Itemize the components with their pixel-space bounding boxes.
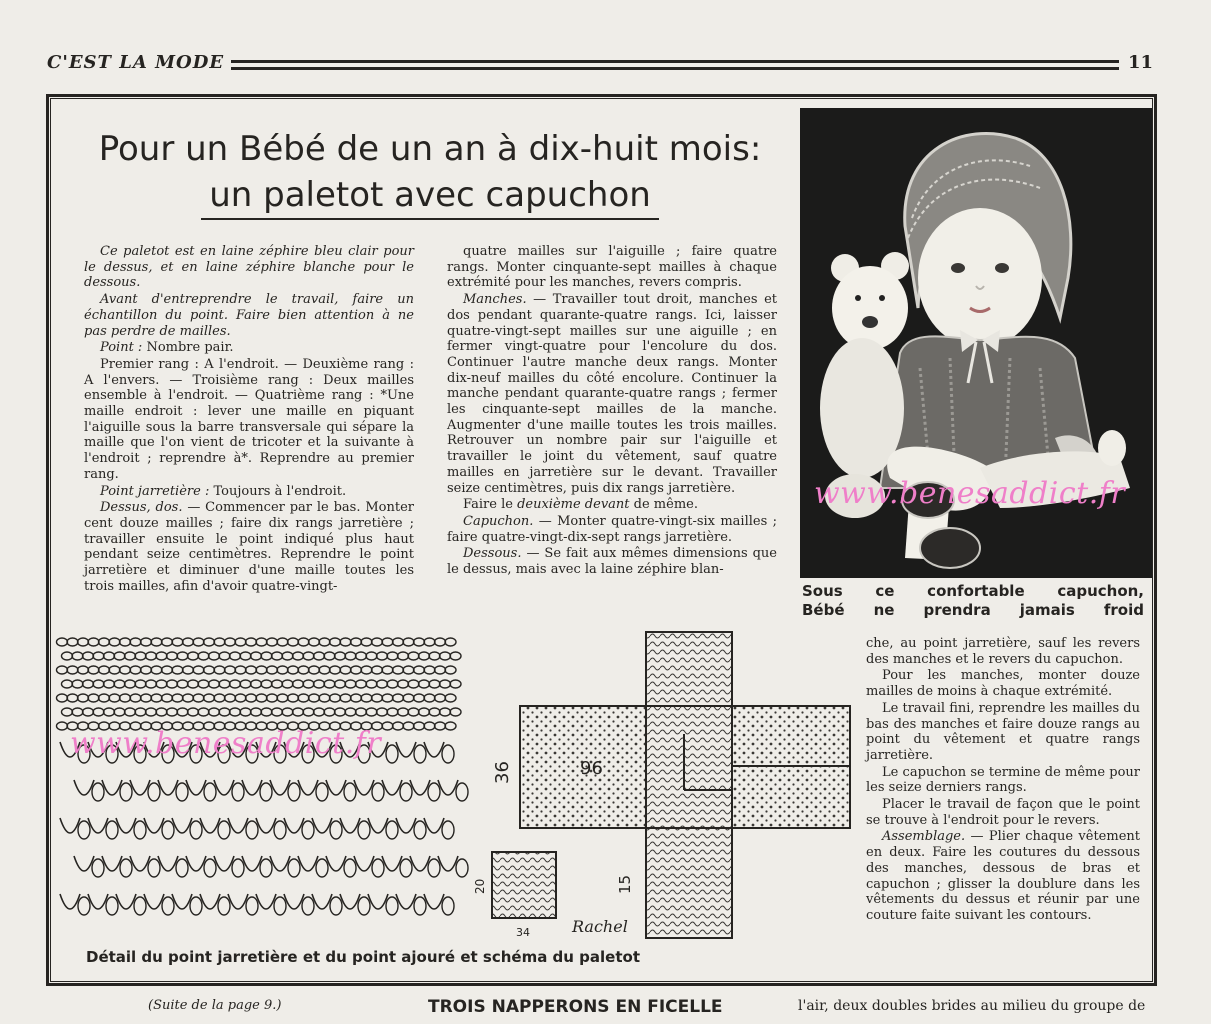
page-number: 11	[1127, 52, 1153, 73]
watermark-stitch: www.benesaddict.fr	[70, 726, 382, 761]
next-article-text: l'air, deux doubles brides au milieu du groupe de	[798, 998, 1146, 1014]
text-column-1	[84, 244, 414, 595]
sleeves-lining-paragraph: Pour les manches, monter douze mailles de moins à chaque extrémité.	[866, 668, 1140, 700]
second-front-paragraph: Faire le deuxième devant de même.	[463, 497, 698, 513]
text-column-2	[447, 244, 777, 579]
title-line2: un paletot avec capuchon	[201, 172, 659, 220]
paletot-schema	[473, 624, 860, 944]
schema-small-h-label: 20	[473, 878, 487, 894]
caption-line2: Bébé ne prendra jamais froid	[802, 601, 1144, 619]
schema-small-w-label: 34	[516, 926, 530, 939]
assembly-paragraph: Assemblage. — Plier chaque vêtement en deux. Faire les coutures du dessous des manches, dessous de bras et capuchon ; glisser la doublure dans les vêtements du dessus et réunir par une couture faite suivant les contours.	[866, 829, 1140, 923]
header-rule	[231, 60, 1119, 70]
intro-paragraph: Ce paletot est en laine zéphire bleu clair pour le dessus, et en laine zéphire blanche pour le dessous.	[84, 244, 414, 291]
schema-height-label: 36	[492, 761, 513, 784]
continued-from-note: (Suite de la page 9.)	[148, 998, 282, 1013]
text-column-3	[866, 636, 1140, 925]
stitch-detail-illustration	[58, 634, 450, 938]
schema-bottom-label: 15	[616, 874, 634, 894]
point-paragraph: Point : Nombre pair.	[100, 340, 234, 356]
caption-line1: Sous ce confortable capuchon,	[802, 582, 1144, 600]
title-line1: Pour un Bébé de un an à dix-huit mois:	[98, 129, 762, 169]
rows-paragraph: Premier rang : A l'endroit. — Deuxième rang : A l'envers. — Troisième rang : Deux mailles ensemble à l'endroit. — Quatrième rang : *Une maille endroit : lever une maille en piquant l'aiguille sous la barre transversale qui sépare la maille que l'on vient de tricoter et la suivante à l'endroit ; reprendre à*. Reprendre au premier rang.	[84, 356, 414, 482]
artist-signature: Rachel	[572, 917, 628, 936]
hood-paragraph: Capuchon. — Monter quatre-vingt-six mailles ; faire quatre-vingt-dix-sept rangs jarretière.	[447, 513, 777, 545]
placement-paragraph: Placer le travail de façon que le point se trouve à l'endroit pour le revers.	[866, 797, 1140, 828]
hood-finish-paragraph: Le capuchon se termine de même pour les seize derniers rangs.	[866, 764, 1140, 796]
advice-paragraph: Avant d'entreprendre le travail, faire un échantillon du point. Faire bien attention à ne pas perdre de mailles.	[84, 292, 414, 339]
continued-paragraph: quatre mailles sur l'aiguille ; faire quatre rangs. Monter cinquante-sept mailles à chaque extrémité pour les manches, revers compris.	[447, 244, 777, 291]
photo-caption	[802, 582, 1144, 620]
finish-paragraph: Le travail fini, reprendre les mailles du bas des manches et faire douze rangs au point du vêtement et quatre rangs jarretière.	[866, 700, 1140, 763]
watermark-photo: www.benesaddict.fr	[814, 476, 1126, 511]
figure-caption: Détail du point jarretière et du point ajouré et schéma du paletot	[86, 948, 640, 966]
white-paragraph: che, au point jarretière, sauf les revers des manches et le revers du capuchon.	[866, 636, 1140, 667]
schema-width-label: 96	[580, 758, 603, 779]
garter-paragraph: Point jarretière : Toujours à l'endroit.	[100, 483, 347, 499]
back-paragraph: Dessus, dos. — Commencer par le bas. Monter cent douze mailles ; faire dix rangs jarretière ; travailler ensuite le point indiqué plus haut pendant seize centimètres. Reprendre le point jarretière et diminuer d'une maille toutes les trois mailles, afin d'avoir quatre-vingt-	[84, 500, 414, 594]
magazine-name: C'EST LA MODE	[47, 52, 225, 73]
article-title	[70, 126, 790, 220]
sleeves-paragraph: Manches. — Travailler tout droit, manches et dos pendant quarante-quatre rangs. Ici, laisser quatre-vingt-sept mailles sur une aiguille ; en fermer vingt-quatre pour l'encolure du dos. Continuer l'autre manche deux rangs. Monter dix-neuf mailles du côté encolure. Continuer la manche pendant quarante-quatre rangs ; fermer les cinquante-sept mailles de la manche. Augmenter d'une maille toutes les trois mailles. Retrouver un nombre pair sur l'aiguille et travailler le joint du vêtement, sauf quatre mailles en jarretière sur le devant. Travailler seize centimètres, puis dix rangs jarretière.	[447, 292, 777, 496]
page-header	[44, 52, 1159, 78]
lining-paragraph: Dessous. — Se fait aux mêmes dimensions que le dessus, mais avec la laine zéphire blan-	[447, 546, 777, 578]
next-article-title: TROIS NAPPERONS EN FICELLE	[428, 997, 723, 1017]
